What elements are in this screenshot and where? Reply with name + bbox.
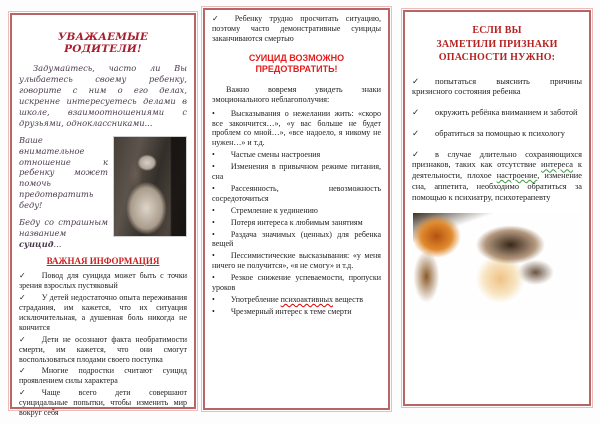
list-item-text-pre: в случае длительно сохраняющихся признаков, таких как отсутствие xyxy=(412,149,582,170)
list-item-text: У детей недостаточно опыта переживания страдания, им кажется, что их ситуация исключительная, а душевная боль никогда не кончится xyxy=(19,293,187,332)
list-item xyxy=(212,218,381,228)
list-item-text: Изменения в привычном режиме питания, сна xyxy=(212,162,381,182)
list-item xyxy=(412,150,582,204)
bullet-icon: • xyxy=(212,229,215,239)
check-icon: ✓ xyxy=(19,271,26,281)
list-item xyxy=(412,108,582,119)
bullet-icon: • xyxy=(212,251,215,261)
panel1-title: УВАЖАЕМЫЕ РОДИТЕЛИ! xyxy=(57,31,149,55)
panel-dear-parents xyxy=(10,13,196,418)
list-item xyxy=(212,251,381,271)
check-icon: ✓ xyxy=(19,388,26,398)
list-item xyxy=(19,293,187,333)
list-item-text: Повод для суицида может быть с точки зрения взрослых пустяковый xyxy=(19,271,187,291)
list-item xyxy=(212,230,381,250)
list-item xyxy=(212,295,381,305)
heading-line: ЗАМЕТИЛИ ПРИЗНАКИ xyxy=(436,38,558,50)
bullet-icon: • xyxy=(212,205,215,215)
list-item-text: Чаще всего дети совершают суицидальные попытки, чтобы изменить мир вокруг себя xyxy=(19,388,187,418)
list-item-text: Пессимистические высказывания: «у меня ничего не получится», «я не смогу» и т.д. xyxy=(212,251,381,271)
check-icon: ✓ xyxy=(412,149,420,159)
list-item xyxy=(212,150,381,160)
text-before-bold: Беду со страшным названием xyxy=(19,217,108,239)
list-item-text: обратиться за помощью к психологу xyxy=(435,128,565,138)
bullet-icon: • xyxy=(212,183,215,193)
panel1-intro-paragraph: Задумайтесь, часто ли Вы улыбаетесь своему ребенку, говорите с ним о его делах, искренне интересуетесь делами в школе, взаимоотношениями с друзьями, одноклассниками... xyxy=(19,63,187,128)
list-item xyxy=(19,271,187,291)
list-item xyxy=(212,162,381,182)
panel-what-to-do xyxy=(403,10,591,406)
check-icon: ✓ xyxy=(412,108,420,117)
heading-line: ОПАСНОСТИ НУЖНО: xyxy=(438,52,556,63)
important-info-heading: ВАЖНАЯ ИНФОРМАЦИЯ xyxy=(46,256,160,266)
spellcheck-marked-word: психоактивных xyxy=(280,295,333,304)
list-item xyxy=(19,366,187,386)
check-icon: ✓ xyxy=(412,76,420,86)
list-item-text: попытаться выяснить причины кризисного состояния ребенка xyxy=(412,76,582,97)
list-item xyxy=(19,335,187,365)
bullet-icon: • xyxy=(212,217,215,227)
panel-warning-signs xyxy=(203,8,390,410)
danger-signs-heading xyxy=(414,24,580,65)
list-item-text-mid: к деятельности, плохое xyxy=(412,160,582,180)
grammar-marked-word: настроение xyxy=(496,171,538,180)
heading-line: ЕСЛИ ВЫ xyxy=(472,25,522,36)
check-icon: ✓ xyxy=(19,293,26,303)
list-item-text: Ребенку трудно просчитать ситуацию, поэтому часто демонстративные суициды заканчиваются смертью xyxy=(212,14,381,43)
list-item-text: Рассеянность, невозможность сосредоточиться xyxy=(212,183,381,203)
bullet-icon: • xyxy=(212,150,215,160)
list-item xyxy=(412,129,582,140)
parent-child-photo xyxy=(413,213,581,319)
bullet-icon: • xyxy=(212,295,215,304)
check-icon: ✓ xyxy=(412,128,420,138)
list-item xyxy=(212,206,381,216)
list-item-text: Чрезмерный интерес к теме смерти xyxy=(230,306,352,316)
list-item-text: Частые смены настроения xyxy=(230,150,321,160)
bullet-icon: • xyxy=(212,108,215,118)
list-item xyxy=(212,14,381,44)
list-item xyxy=(212,184,381,204)
list-item-text: Стремление к уединению xyxy=(230,205,318,215)
panel2-lead-text: Важно вовремя увидеть знаки эмоционального неблагополучия: xyxy=(212,85,381,105)
prevention-heading: СУИЦИД ВОЗМОЖНО ПРЕДОТВРАТИТЬ! xyxy=(248,52,345,75)
list-item-text: Многие подростки считают суицид проявлением силы характера xyxy=(19,366,187,386)
list-item-text-post: веществ xyxy=(332,295,363,304)
list-item xyxy=(212,307,381,317)
list-item-text: Раздача значимых (ценных) для ребенка вещей xyxy=(212,229,381,249)
bullet-icon: • xyxy=(212,162,215,172)
list-item-text: Высказывания о нежелании жить: «скоро все закончится…», «у вас больше не будет проблем со мной…», «все надоело, я никому не нужен…» и т.д. xyxy=(212,108,381,148)
check-icon: ✓ xyxy=(19,366,26,376)
list-item-text-post: , изменение сна, аппетита, необходимо обратиться за помощью к психиатру, психотерапевту xyxy=(412,171,582,202)
bullet-icon: • xyxy=(212,273,215,283)
sad-girl-photo xyxy=(113,136,187,237)
grammar-marked-word: интереса xyxy=(541,160,574,170)
bullet-icon: • xyxy=(212,306,215,316)
list-item-text: окружить ребёнка вниманием и заботой xyxy=(435,108,578,117)
panel1-attention-paragraph: Ваше внимательное отношение к ребенку может помочь предотвратить беду! xyxy=(19,134,108,211)
list-item-text: Дети не осознают факта необратимости смерти, им кажется, что они смогут воспользоваться плодами своего поступка xyxy=(19,334,187,364)
list-item-text: Резкое снижение успеваемости, пропуски уроков xyxy=(212,273,381,293)
text-after-bold: ... xyxy=(53,239,62,250)
list-item xyxy=(19,388,187,418)
list-item-text: Потеря интереса к любимым занятиям xyxy=(230,217,363,227)
check-icon: ✓ xyxy=(19,334,26,344)
list-item xyxy=(412,77,582,99)
list-item xyxy=(212,273,381,293)
list-item xyxy=(212,109,381,149)
bold-word-suicide: суицид xyxy=(19,239,54,250)
check-icon: ✓ xyxy=(212,14,219,23)
list-item-text-pre: Употребление xyxy=(230,295,281,304)
